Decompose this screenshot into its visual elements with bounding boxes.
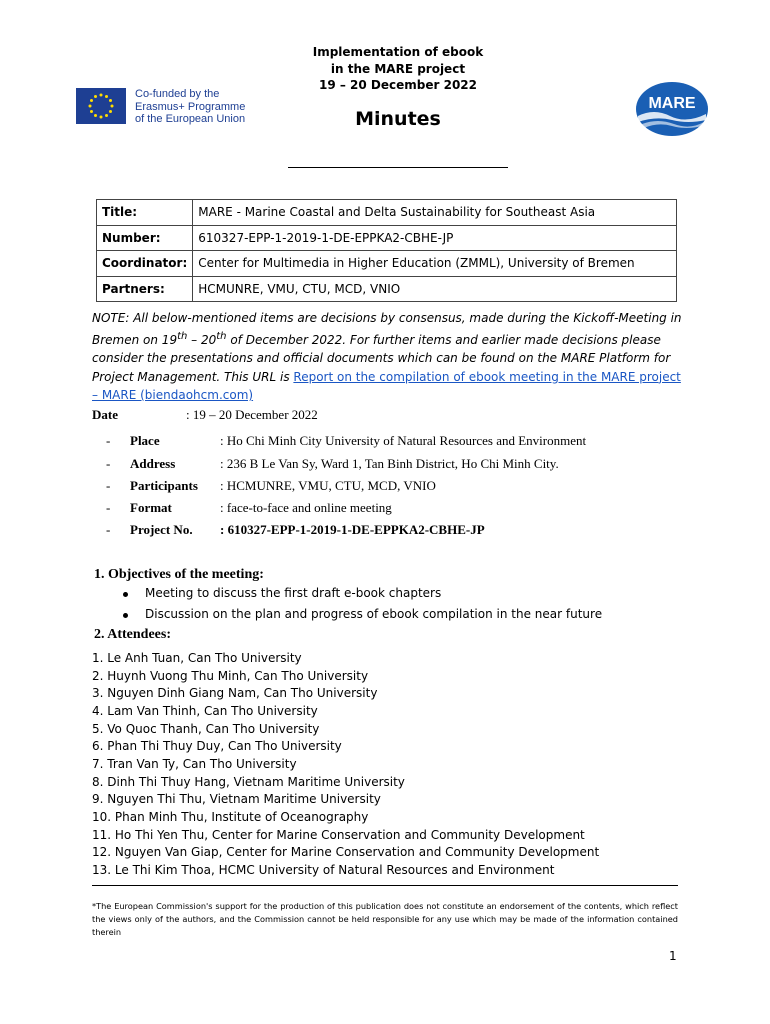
list-item: 1. Le Anh Tuan, Can Tho University xyxy=(92,651,302,665)
table-row xyxy=(97,251,677,277)
list-item: 8. Dinh Thi Thuy Hang, Vietnam Maritime University xyxy=(92,774,405,789)
header-line-2: in the MARE project xyxy=(330,61,466,76)
list-item: 11. Ho Thi Yen Thu, Center for Marine Conservation and Community Development xyxy=(92,827,585,842)
section-heading-attendees: 2. Attendees: xyxy=(94,627,171,642)
table-value: MARE - Marine Coastal and Delta Sustainability for Southeast Asia xyxy=(193,200,677,226)
detail-label-participants: Participants xyxy=(130,478,198,493)
table-label: Coordinator: xyxy=(97,251,193,277)
footnote-divider xyxy=(92,885,678,886)
detail-value-format: : face-to-face and online meeting xyxy=(220,500,392,515)
table-value: Center for Multimedia in Higher Education (ZMML), University of Bremen xyxy=(193,251,677,277)
detail-label-address: Address xyxy=(130,456,176,471)
header-line-1: Implementation of ebook xyxy=(312,45,484,59)
detail-label-project-no: Project No. xyxy=(130,522,193,537)
eu-text-line-3: of the European Union xyxy=(135,113,246,125)
detail-value-participants: : HCMUNRE, VMU, CTU, MCD, VNIO xyxy=(220,478,436,493)
page-number: 1 xyxy=(669,949,677,963)
list-item: 3. Nguyen Dinh Giang Nam, Can Tho University xyxy=(92,686,378,700)
note-superscript: th xyxy=(177,330,188,342)
table-row xyxy=(97,276,677,302)
table-row xyxy=(97,225,677,251)
table-value: 610327-EPP-1-2019-1-DE-EPPKA2-CBHE-JP xyxy=(193,225,677,251)
note-paragraph xyxy=(92,309,682,405)
section-heading-objectives: 1. Objectives of the meeting: xyxy=(94,567,264,582)
footnote: *The European Commission's support for the production of this publication does not constitute an endorsement of the contents, which reflect the views only of the authors, and the Commission cannot be held responsible for any use which may be made of the information contained therein xyxy=(92,901,678,937)
note-text: – 20 xyxy=(187,332,217,347)
list-item: 6. Phan Thi Thuy Duy, Can Tho University xyxy=(92,739,342,753)
list-item: 13. Le Thi Kim Thoa, HCMC University of Natural Resources and Environment xyxy=(92,862,555,877)
eu-text-line-1: Co-funded by the xyxy=(135,88,220,100)
list-item: 5. Vo Quoc Thanh, Can Tho University xyxy=(92,721,320,736)
title-divider xyxy=(288,167,508,168)
eu-cofunded-text xyxy=(135,88,245,126)
detail-label-format: Format xyxy=(130,500,172,515)
page-title: Minutes xyxy=(355,108,441,130)
table-row xyxy=(97,200,677,226)
table-label: Number: xyxy=(97,225,193,251)
table-label: Title: xyxy=(97,200,193,226)
mare-logo xyxy=(632,80,712,138)
table-value: HCMUNRE, VMU, CTU, MCD, VNIO xyxy=(193,276,677,302)
note-text: NOTE: All below-mentioned items are decisions by consensus, made during the Kickoff-Meeting in Bremen on 19 xyxy=(92,311,682,347)
note-superscript: th xyxy=(216,330,227,342)
project-info-table xyxy=(96,199,677,302)
list-item: 9. Nguyen Thi Thu, Vietnam Maritime University xyxy=(92,792,381,806)
bullet-icon xyxy=(123,613,128,618)
eu-text-line-2: Erasmus+ Programme xyxy=(135,100,246,113)
header-line-3: 19 – 20 December 2022 xyxy=(318,78,477,92)
bullet-icon xyxy=(123,592,128,597)
detail-value-place: : Ho Chi Minh City University of Natural Resources and Environment xyxy=(220,433,587,448)
bullet-text: Discussion on the plan and progress of ebook compilation in the near future xyxy=(145,607,603,621)
detail-dash: - xyxy=(106,500,111,515)
detail-dash: - xyxy=(106,433,111,448)
list-item: 2. Huynh Vuong Thu Minh, Can Tho University xyxy=(92,668,369,683)
list-item: 4. Lam Van Thinh, Can Tho University xyxy=(92,704,318,718)
date-label: Date xyxy=(92,407,118,422)
table-label: Partners: xyxy=(97,276,193,302)
list-item: 7. Tran Van Ty, Can Tho University xyxy=(92,757,297,771)
list-item: 10. Phan Minh Thu, Institute of Oceanography xyxy=(92,810,369,824)
eu-flag-icon xyxy=(76,88,126,124)
document-header xyxy=(248,44,548,94)
detail-dash: - xyxy=(106,478,111,493)
detail-label-place: Place xyxy=(130,433,160,448)
mare-logo-text: MARE xyxy=(648,95,696,112)
detail-dash: - xyxy=(106,456,111,471)
detail-dash: - xyxy=(106,522,111,537)
note-text: of December 2022. For further items and earlier made decisions please consider the presentations and official documents which can be found on the MARE Platform for Project Management. This URL is xyxy=(92,332,671,384)
date-value: : 19 – 20 December 2022 xyxy=(186,407,318,422)
bullet-text: Meeting to discuss the first draft e-book chapters xyxy=(145,586,442,600)
report-link[interactable]: Report on the compilation of ebook meeting in the MARE project – MARE (biendaohcm.com) xyxy=(92,369,681,402)
detail-value-project-no: : 610327-EPP-1-2019-1-DE-EPPKA2-CBHE-JP xyxy=(220,522,485,537)
detail-value-address: : 236 B Le Van Sy, Ward 1, Tan Binh District, Ho Chi Minh City. xyxy=(220,456,559,471)
list-item: 12. Nguyen Van Giap, Center for Marine Conservation and Community Development xyxy=(92,845,600,859)
